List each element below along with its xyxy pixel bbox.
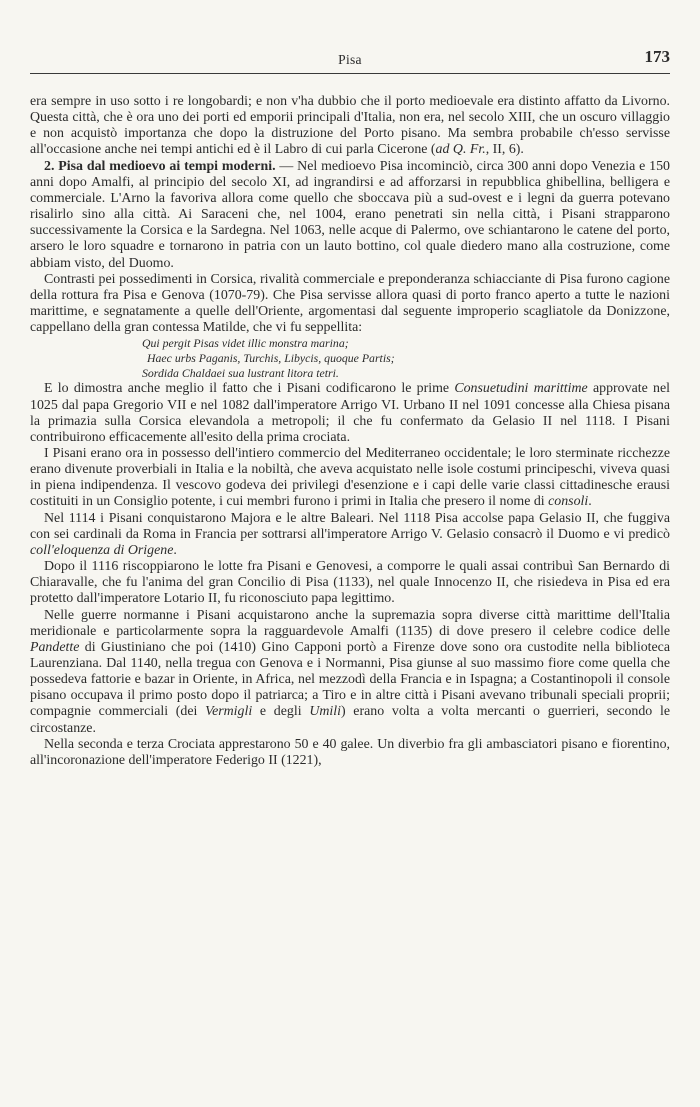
- paragraph-7: Dopo il 1116 riscoppiarono le lotte fra Pisani e Genovesi, a comporre le quali assai contribuì San Bernardo di Chiaravalle, che fu l'anima del gran Concilio di Pisa (1133), nel quale Innocenzo II, che risiedeva in Pisa ed era protetto dall'imperatore Lotario II, fu riconosciuto papa legittimo.: [30, 559, 670, 607]
- verse-line: Qui pergit Pisas videt illic monstra marina;: [142, 336, 349, 351]
- paragraph-6: Nel 1114 i Pisani conquistarono Majora e le altre Baleari. Nel 1118 Pisa accolse papa Gelasio II, che fuggiva con sei cardinali da Roma in Francia per sottrarsi all'imperatore Arrigo V. Gelasio consacrò il Duomo e vi predicò coll'eloquenza di Origene.: [30, 510, 670, 558]
- latin-verse: [30, 336, 670, 381]
- paragraph-4: E lo dimostra anche meglio il fatto che i Pisani codificarono le prime Consuetudini marittime approvate nel 1025 dal papa Gregorio VII e nel 1082 dall'imperatore Arrigo VI. Urbano II nel 1091 concesse alla Chiesa pisana la primazia sulla Corsica elevandola a metropoli; il che fu confermato da Gelasio II nel 1118. I Pisani contribuirono efficacemente all'esito della prima crociata.: [30, 381, 670, 445]
- verse-line: Sordida Chaldaei sua lustrant litora tetri.: [142, 366, 339, 381]
- section-heading: 2. Pisa dal medioevo ai tempi moderni.: [44, 158, 276, 174]
- paragraph-2: 2. Pisa dal medioevo ai tempi moderni. — Nel medioevo Pisa incominciò, circa 300 anni dopo Venezia e 150 anni dopo Amalfi, al principio del secolo XI, ad ingrandirsi e ad afforzarsi in repubblica ghibellina, belligera e commerciale. L'Arno la favoriva allora come quello che sboccava più a sud-ovest e i legni da guerra potevano risalirlo sino alla città. Ai Saraceni che, nel 1004, erano penetrati sin nella città, i Pisani strapparono successivamente la Corsica e la Sardegna. Nel 1063, nelle acque di Palermo, ove schiantarono le catene del porto, arsero le loro squadre e tornarono in patria con un lauto bottino, col quale diedero mano alla costruzione, come abbiam visto, del Duomo.: [30, 158, 670, 271]
- paragraph-1: era sempre in uso sotto i re longobardi; e non v'ha dubbio che il porto medioevale era distinto affatto da Livorno. Questa città, che è ora uno dei porti ed emporii principali d'Italia, non era, nel secolo XIII, che un oscuro villaggio e non acquistò importanza che dopo la distruzione del Porto pisano. Ma sembra probabile ch'esso servisse all'occasione anche nei tempi antichi ed è il Labro di cui parla Cicerone (ad Q. Fr., II, 6).: [30, 94, 670, 158]
- paragraph-9: Nella seconda e terza Crociata apprestarono 50 e 40 galee. Un diverbio fra gli ambasciatori pisano e fiorentino, all'incoronazione dell'imperatore Federigo II (1221),: [30, 736, 670, 768]
- header-rule: [30, 73, 670, 74]
- body-text: [30, 94, 670, 769]
- verse-line: Haec urbs Paganis, Turchis, Libycis, quoque Partis;: [147, 351, 395, 366]
- page-header: [30, 44, 670, 72]
- page-number: 173: [644, 47, 670, 66]
- running-title: Pisa: [338, 52, 362, 67]
- paragraph-3: Contrasti pei possedimenti in Corsica, rivalità commerciale e preponderanza schiacciante di Pisa furono cagione della rottura fra Pisa e Genova (1070-79). Che Pisa servisse allora quasi di porto franco aperto a tutte le nazioni marittime, e segnatamente a quelle dell'Oriente, argomentasi dal seguente improperio scagliatole da Donizzone, cappellano della gran contessa Matilde, che vi fu seppellita:: [30, 271, 670, 336]
- paragraph-5: I Pisani erano ora in possesso dell'intiero commercio del Mediterraneo occidentale; le loro sterminate ricchezze erano divenute proverbiali in Italia e la nobiltà, che aveva acquistato nelle isole costumi principeschi, viveva quasi in piena indipendenza. Il vescovo godeva dei privilegi d'esenzione e i capi delle varie classi cittadinesche erausi costituiti in un Consiglio potente, i cui membri furono i primi in Italia che presero il nome di consoli.: [30, 445, 670, 510]
- paragraph-8: Nelle guerre normanne i Pisani acquistarono anche la supremazia sopra diverse città marittime dell'Italia meridionale e particolarmente sopra la ragguardevole Amalfi (1135) di dove presero il celebre codice delle Pandette di Giustiniano che poi (1410) Gino Capponi portò a Firenze dove sono ora custodite nella biblioteca Laurenziana. Dal 1140, nella tregua con Genova e i Normanni, Pisa giunse al suo massimo fiore come quella che possedeva fattorie e bazar in Oriente, in Africa, nel mezzodì della Francia e in Ispagna; a Costantinopoli il console pisano occupava il primo posto dopo il patriarca; a Tiro e in altre città i Pisani avevano tribunali speciali proprii; compagnie commerciali (dei Vermigli e degli Umili) erano volta a volta mercanti o guerrieri, secondo le circostanze.: [30, 607, 671, 736]
